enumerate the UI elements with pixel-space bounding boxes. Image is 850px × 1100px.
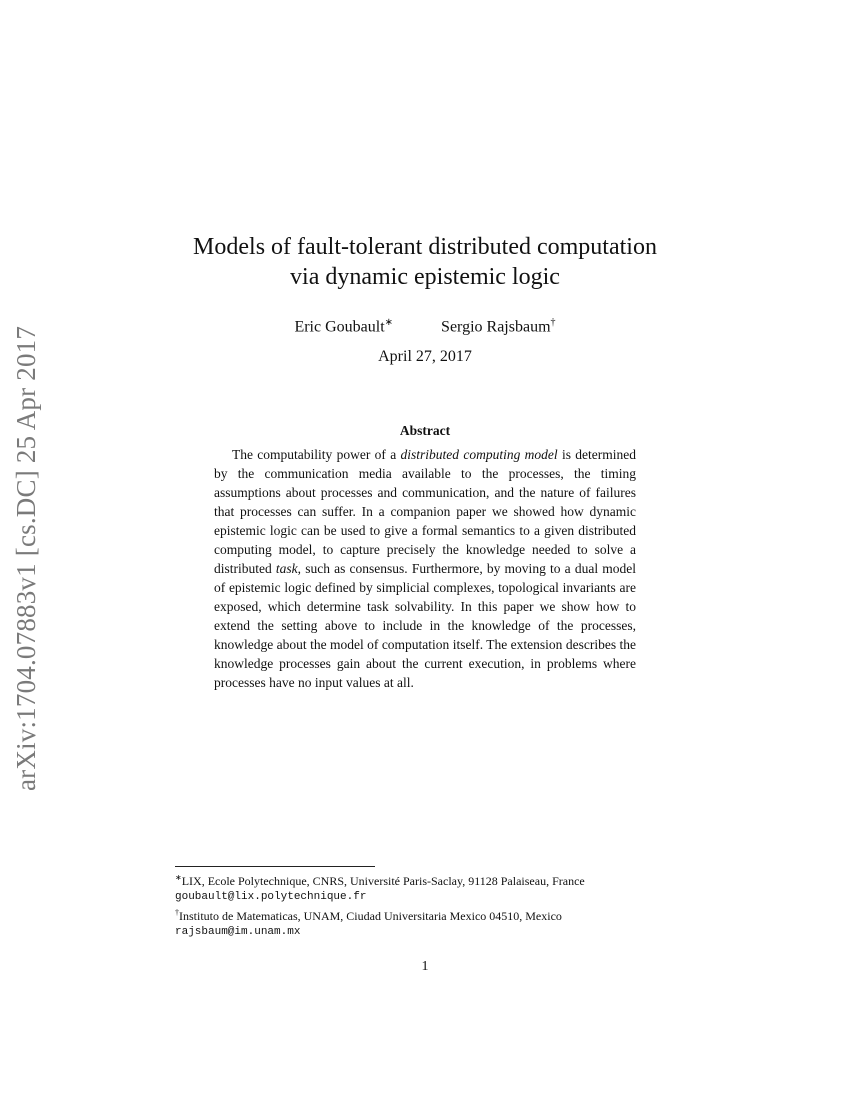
title-line-1: Models of fault-tolerant distributed computation bbox=[193, 234, 657, 260]
footnote-2 bbox=[175, 905, 675, 924]
page-number: 1 bbox=[421, 959, 429, 974]
author-1 bbox=[294, 312, 393, 338]
paper-title bbox=[150, 232, 700, 292]
footnote-email-rajsbaum[interactable]: rajsbaum@im.unam.mx bbox=[175, 926, 301, 938]
abstract-text-part: , such as consensus. Furthermore, by moving to a dual model of epistemic logic defined by simplicial complexes, topological invariants are exposed, which determine task solvability. In this paper we show how to extend the setting above to include in the knowledge of the processes, knowledge about the model of computation itself. The extension describes the knowledge processes gain about the current execution, in problems where processes have no input values at all. bbox=[214, 561, 636, 690]
footnote-affiliation bbox=[175, 905, 562, 924]
author-list bbox=[150, 312, 700, 338]
footnote-1 bbox=[175, 870, 675, 889]
abstract-text bbox=[214, 445, 636, 692]
author-footnote-mark: † bbox=[550, 317, 556, 328]
author-footnote-mark: ∗ bbox=[384, 317, 394, 328]
publication-date: April 27, 2017 bbox=[378, 348, 472, 365]
footnote-affiliation bbox=[175, 870, 585, 889]
abstract-heading: Abstract bbox=[399, 423, 451, 438]
abstract-text-part: The computability power of a bbox=[232, 447, 401, 462]
abstract-text-part: is determined by the communication media available to the processes, the timing assumptions about processes and communication, and the nature of failures that processes can suffer. In a companion paper we showed how dynamic epistemic logic can be used to give a formal semantics to a given distributed computing model, to capture precisely the knowledge needed to solve a distributed bbox=[214, 447, 636, 576]
footnote-affiliation-text: Instituto de Matematicas, UNAM, Ciudad Universitaria Mexico 04510, Mexico bbox=[179, 909, 562, 923]
footnote-divider bbox=[175, 866, 375, 867]
title-line-2: via dynamic epistemic logic bbox=[290, 264, 560, 290]
footnote-mark: † bbox=[175, 908, 179, 917]
footnote-affiliation-text: LIX, Ecole Polytechnique, CNRS, Université Paris-Saclay, 91128 Palaiseau, France bbox=[181, 874, 585, 888]
author-name: Sergio Rajsbaum bbox=[441, 318, 551, 336]
footnotes bbox=[175, 870, 675, 940]
abstract-emphasis: task bbox=[275, 561, 298, 576]
footnote-email-goubault[interactable]: goubault@lix.polytechnique.fr bbox=[175, 891, 367, 903]
author-name: Eric Goubault bbox=[294, 318, 385, 336]
footnote-mark: ∗ bbox=[175, 873, 182, 882]
abstract-emphasis: distributed computing model bbox=[400, 447, 558, 462]
author-2 bbox=[441, 312, 555, 338]
arxiv-identifier: arXiv:1704.07883v1 [cs.DC] 25 Apr 2017 bbox=[11, 325, 41, 791]
